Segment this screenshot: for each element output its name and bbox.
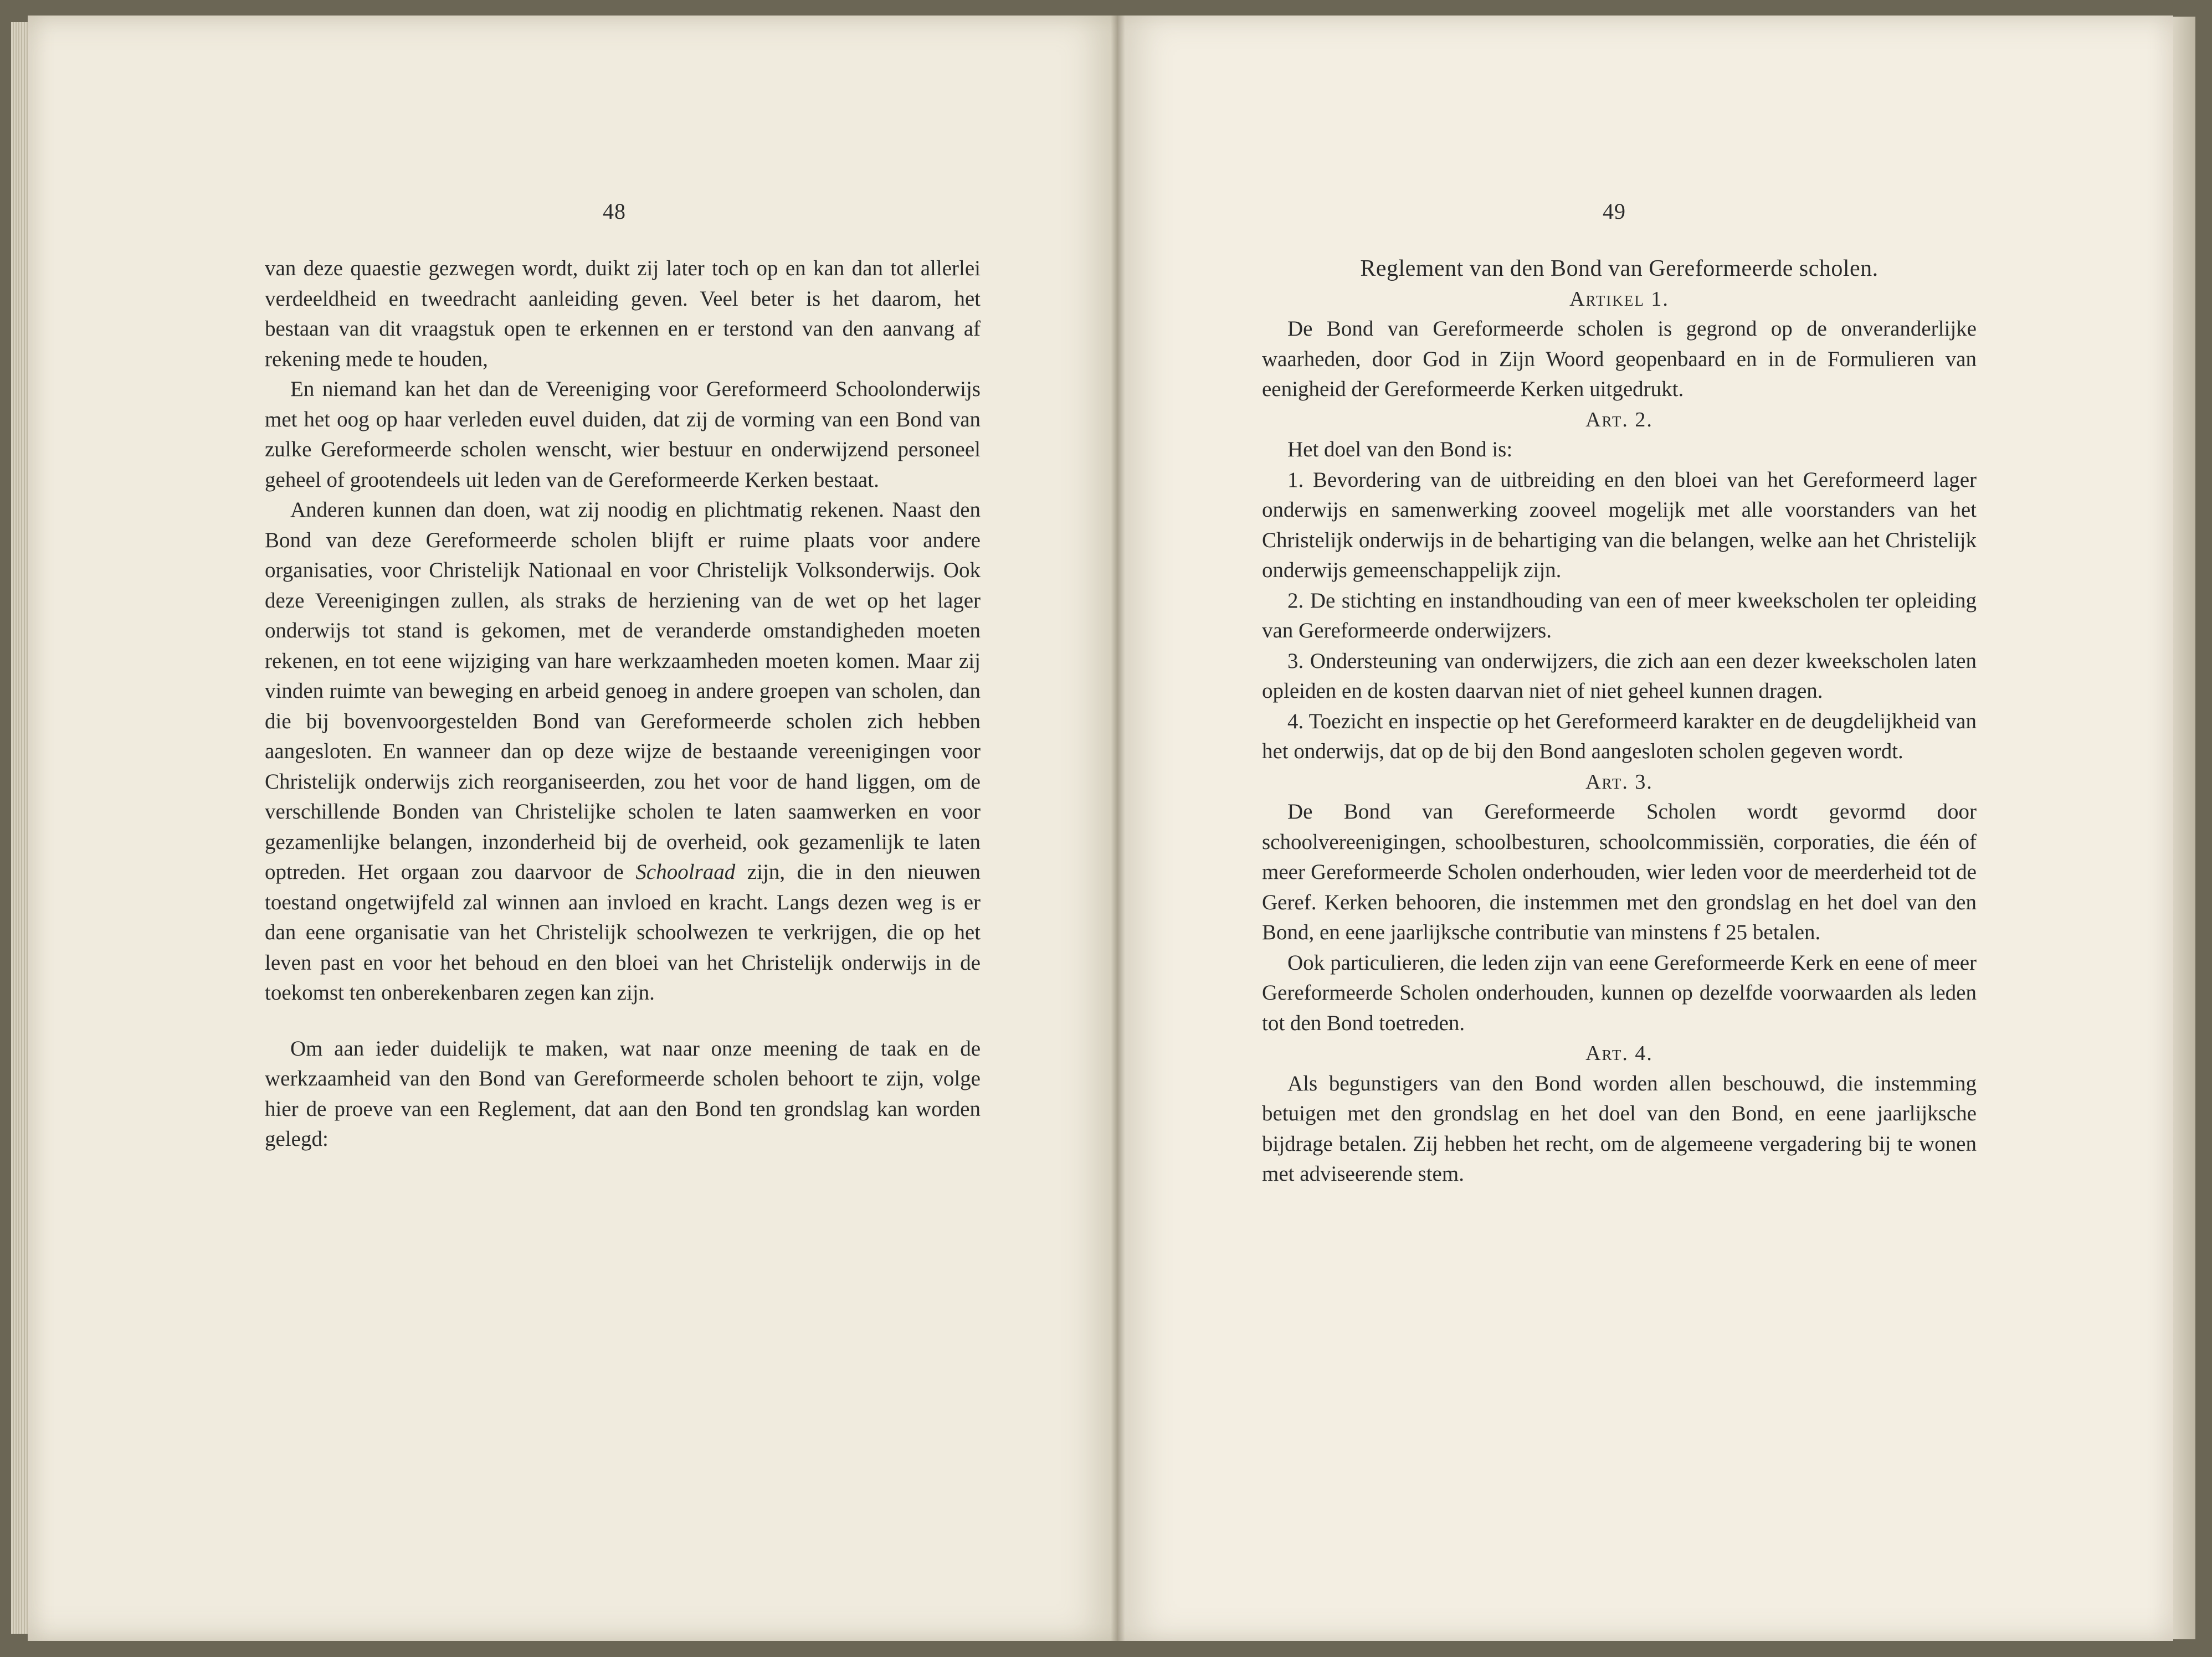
right-page-edges [2173,17,2195,1639]
article-1-paragraph-1: De Bond van Gereformeerde scholen is gegrond op de onveranderlijke waarheden, door God in Zijn Woord geopenbaard en in de Formulieren van eenigheid der Gereformeerde Kerken uitgedrukt. [1262,317,1977,401]
article-2-paragraph-2: 1. Bevordering van de uitbreiding en den bloei van het Gereformeerd lager onderwijs en samenwerking zooveel mogelijk met alle voorstanders van het Christelijk onderwijs in de behartiging van die belangen, welke aan het Christelijk onderwijs gemeenschappelijk zijn. [1262,467,1977,582]
left-paragraph-1: van deze quaestie gezwegen wordt, duikt zij later toch op en kan dan tot allerlei verdeeldheid en tweedracht aanleiding geven. Veel beter is het daarom, het bestaan van dit vraagstuk open te erkennen en er terstond van den aanvang af rekening mede te houden, [265,256,981,371]
left-paragraph-3-start: Anderen kunnen dan doen, wat zij noodig en plichtmatig rekenen. Naast den Bond van deze Gereformeerde scholen blijft er ruime plaats voor andere organisaties, voor Christelijk Nationaal en voor Christelijk Volksonderwijs. Ook deze Vereenigingen zullen, als straks de herziening van de wet op het lager onderwijs tot stand is gekomen, met de veranderde omstandigheden moeten rekenen, en tot eene wijziging van hare werkzaamheden moeten komen. Maar zij vinden ruimte van beweging en arbeid genoeg in andere groepen van scholen, dan die bij bovenvoorgestelden Bond van Gereformeerde scholen zich hebben aangesloten. En wanneer dan op deze wijze de bestaande vereenigingen voor Christelijk onderwijs zich reorganiseerden, zou het voor de hand liggen, om de verschillende Bonden van Christelijke scholen te laten saamwerken en voor gezamenlijke belangen, inzonderheid bij de overheid, ook gezamenlijk te laten optreden. Het orgaan zou daarvoor de [265,498,981,884]
article-2-paragraph-3: 2. De stichting en instandhouding van een of meer kweekscholen ter opleiding van Gereformeerde onderwijzers. [1262,588,1977,642]
book-gutter [1111,16,1125,1641]
schoolraad-term: Schoolraad [635,860,736,884]
right-page-number: 49 [1603,199,1626,224]
article-3-paragraph-2: Ook particulieren, die leden zijn van eene Gereformeerde Kerk en eene of meer Gereformeerde Scholen onderhouden, kunnen op dezelfde voorwaarden als leden tot den Bond toetreden. [1262,950,1977,1035]
article-2-paragraph-4: 3. Ondersteuning van onderwijzers, die zich aan een dezer kweekscholen laten opleiden en de kosten daarvan niet of niet geheel kunnen dragen. [1262,649,1977,703]
left-paragraph-4: Om aan ieder duidelijk te maken, wat naar onze meening de taak en de werkzaamheid van den Bond van Gereformeerde scholen behoort te zijn, volge hier de proeve van een Reglement, dat aan den Bond ten grondslag kan worden gelegd: [265,1036,981,1151]
article-4-heading: Art. 4. [1585,1042,1653,1065]
left-paragraph-3 [265,495,981,1008]
reglement-title: Reglement van den Bond van Gereformeerde scholen. [1360,256,1879,281]
left-page-text [265,254,981,1155]
article-1-heading: Artikel 1. [1569,287,1669,311]
article-2-paragraph-1: Het doel van den Bond is: [1287,438,1513,461]
left-page-edges [11,22,29,1634]
left-page-number: 48 [603,199,626,224]
right-page-text [1262,254,1977,1190]
article-3-paragraph-1: De Bond van Gereformeerde Scholen wordt gevormd door schoolvereenigingen, schoolbesturen, schoolcommissiën, corporaties, die één of meer Gereformeerde Scholen onderhouden, wier leden voor de meerderheid tot de Geref. Kerken behooren, die instemmen met den grondslag en het doel van den Bond, en eene jaarlijksche contributie van minstens f 25 betalen. [1262,800,1977,944]
article-4-paragraph-1: Als begunstigers van den Bond worden allen beschouwd, die instemming betuigen met den grondslag en het doel van den Bond, en eene jaarlijksche bijdrage betalen. Zij hebben het recht, om de algemeene vergadering bij te wonen met adviseerende stem. [1262,1071,1977,1186]
article-3-heading: Art. 3. [1585,770,1653,794]
article-2-paragraph-5: 4. Toezicht en inspectie op het Gereformeerd karakter en de deugdelijkheid van het onderwijs, dat op de bij den Bond aangesloten scholen gegeven wordt. [1262,709,1977,763]
article-2-heading: Art. 2. [1585,408,1653,431]
left-paragraph-3-end: zijn, die in den nieuwen toestand ongetwijfeld zal winnen aan invloed en kracht. Langs dezen weg is er dan eene organisatie van het Christelijk schoolwezen te verkrijgen, die op het leven past en voor het behoud en den bloei van het Christelijk onderwijs in de toekomst ten onberekenbaren zegen kan zijn. [265,860,981,1005]
left-paragraph-2: En niemand kan het dan de Vereeniging voor Gereformeerd Schoolonderwijs met het oog op haar verleden euvel duiden, dat zij de vorming van een Bond van zulke Gereformeerde scholen wenscht, wier bestuur en onderwijzend personeel geheel of grootendeels uit leden van de Gereformeerde Kerken bestaat. [265,377,981,492]
